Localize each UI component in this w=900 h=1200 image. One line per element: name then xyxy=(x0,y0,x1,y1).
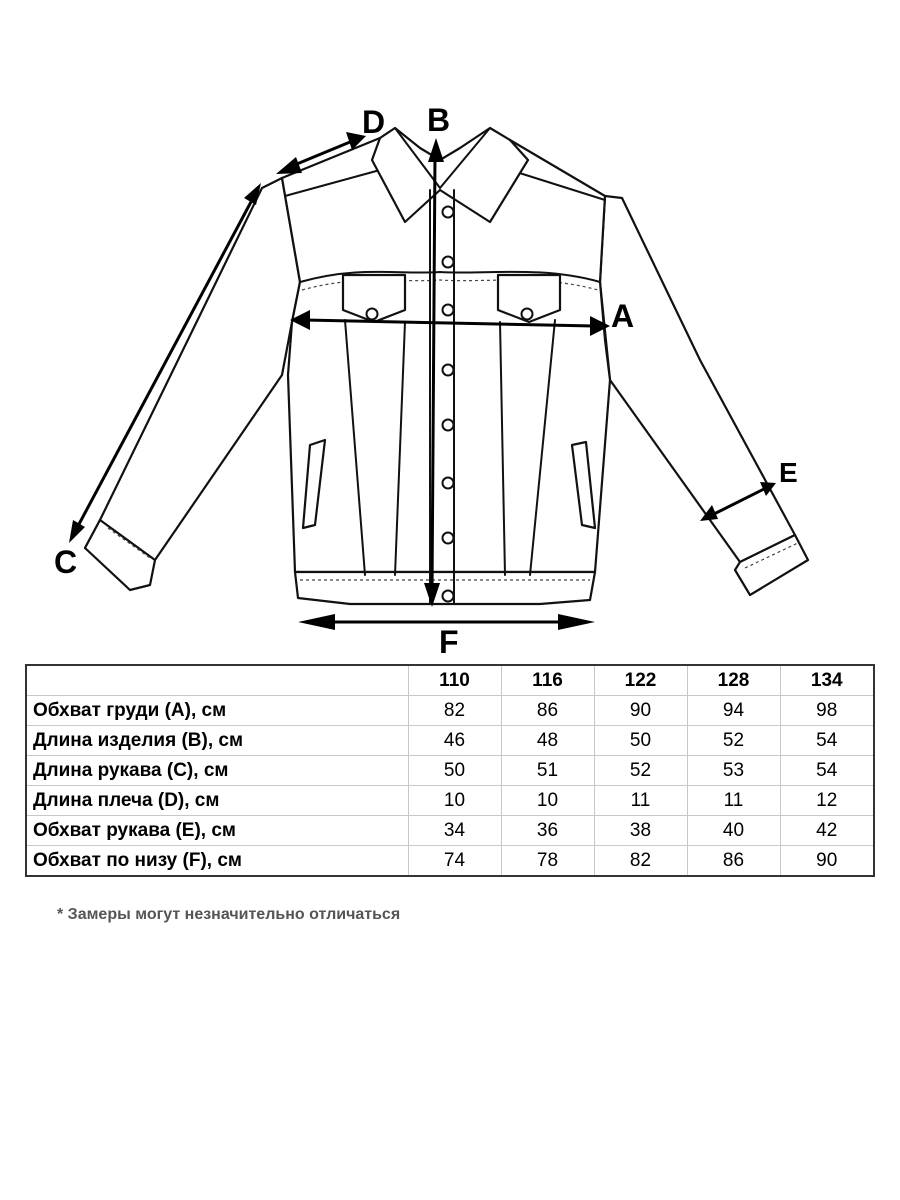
table-corner-cell xyxy=(26,665,408,696)
table-row xyxy=(26,696,874,726)
label-b: B xyxy=(427,102,451,138)
table-row xyxy=(26,726,874,756)
measurement-value: 94 xyxy=(687,696,780,726)
measurement-value: 10 xyxy=(501,786,594,816)
measurement-value: 52 xyxy=(687,726,780,756)
jacket-illustration xyxy=(85,128,808,604)
size-header: 122 xyxy=(594,665,687,696)
measurement-value: 86 xyxy=(687,846,780,877)
measurement-value: 50 xyxy=(408,756,501,786)
measurement-value: 86 xyxy=(501,696,594,726)
size-header: 116 xyxy=(501,665,594,696)
measurement-note: * Замеры могут незначительно отличаться xyxy=(57,906,401,923)
measurement-value: 52 xyxy=(594,756,687,786)
measurement-value: 34 xyxy=(408,816,501,846)
measurement-value: 38 xyxy=(594,816,687,846)
measurement-value: 90 xyxy=(594,696,687,726)
measurement-label: Обхват рукава (E), см xyxy=(26,816,408,846)
measurement-value: 48 xyxy=(501,726,594,756)
measurement-label: Обхват груди (A), см xyxy=(26,696,408,726)
table-row xyxy=(26,756,874,786)
table-row xyxy=(26,846,874,877)
measurement-value: 74 xyxy=(408,846,501,877)
measurement-value: 82 xyxy=(594,846,687,877)
label-c: C xyxy=(54,544,78,580)
measurement-value: 54 xyxy=(780,726,874,756)
measurement-value: 50 xyxy=(594,726,687,756)
measurement-value: 36 xyxy=(501,816,594,846)
size-header: 128 xyxy=(687,665,780,696)
measurement-value: 40 xyxy=(687,816,780,846)
size-header: 134 xyxy=(780,665,874,696)
measurement-value: 46 xyxy=(408,726,501,756)
label-e: E xyxy=(779,457,798,488)
measurement-value: 78 xyxy=(501,846,594,877)
size-table xyxy=(25,664,875,877)
measurement-value: 10 xyxy=(408,786,501,816)
label-d: D xyxy=(362,104,386,140)
size-header: 110 xyxy=(408,665,501,696)
measurement-label: Длина рукава (C), см xyxy=(26,756,408,786)
table-row xyxy=(26,786,874,816)
size-header-row xyxy=(26,665,874,696)
table-row xyxy=(26,816,874,846)
measurement-label: Длина плеча (D), см xyxy=(26,786,408,816)
label-a: A xyxy=(611,298,635,334)
measurement-value: 12 xyxy=(780,786,874,816)
measurement-value: 11 xyxy=(594,786,687,816)
measurement-value: 54 xyxy=(780,756,874,786)
measurement-value: 11 xyxy=(687,786,780,816)
measurement-label: Длина изделия (B), см xyxy=(26,726,408,756)
measurement-value: 90 xyxy=(780,846,874,877)
measurement-value: 53 xyxy=(687,756,780,786)
measurement-value: 82 xyxy=(408,696,501,726)
measurement-value: 51 xyxy=(501,756,594,786)
measurement-label: Обхват по низу (F), см xyxy=(26,846,408,877)
measurement-value: 98 xyxy=(780,696,874,726)
label-f: F xyxy=(439,624,459,660)
measurement-value: 42 xyxy=(780,816,874,846)
